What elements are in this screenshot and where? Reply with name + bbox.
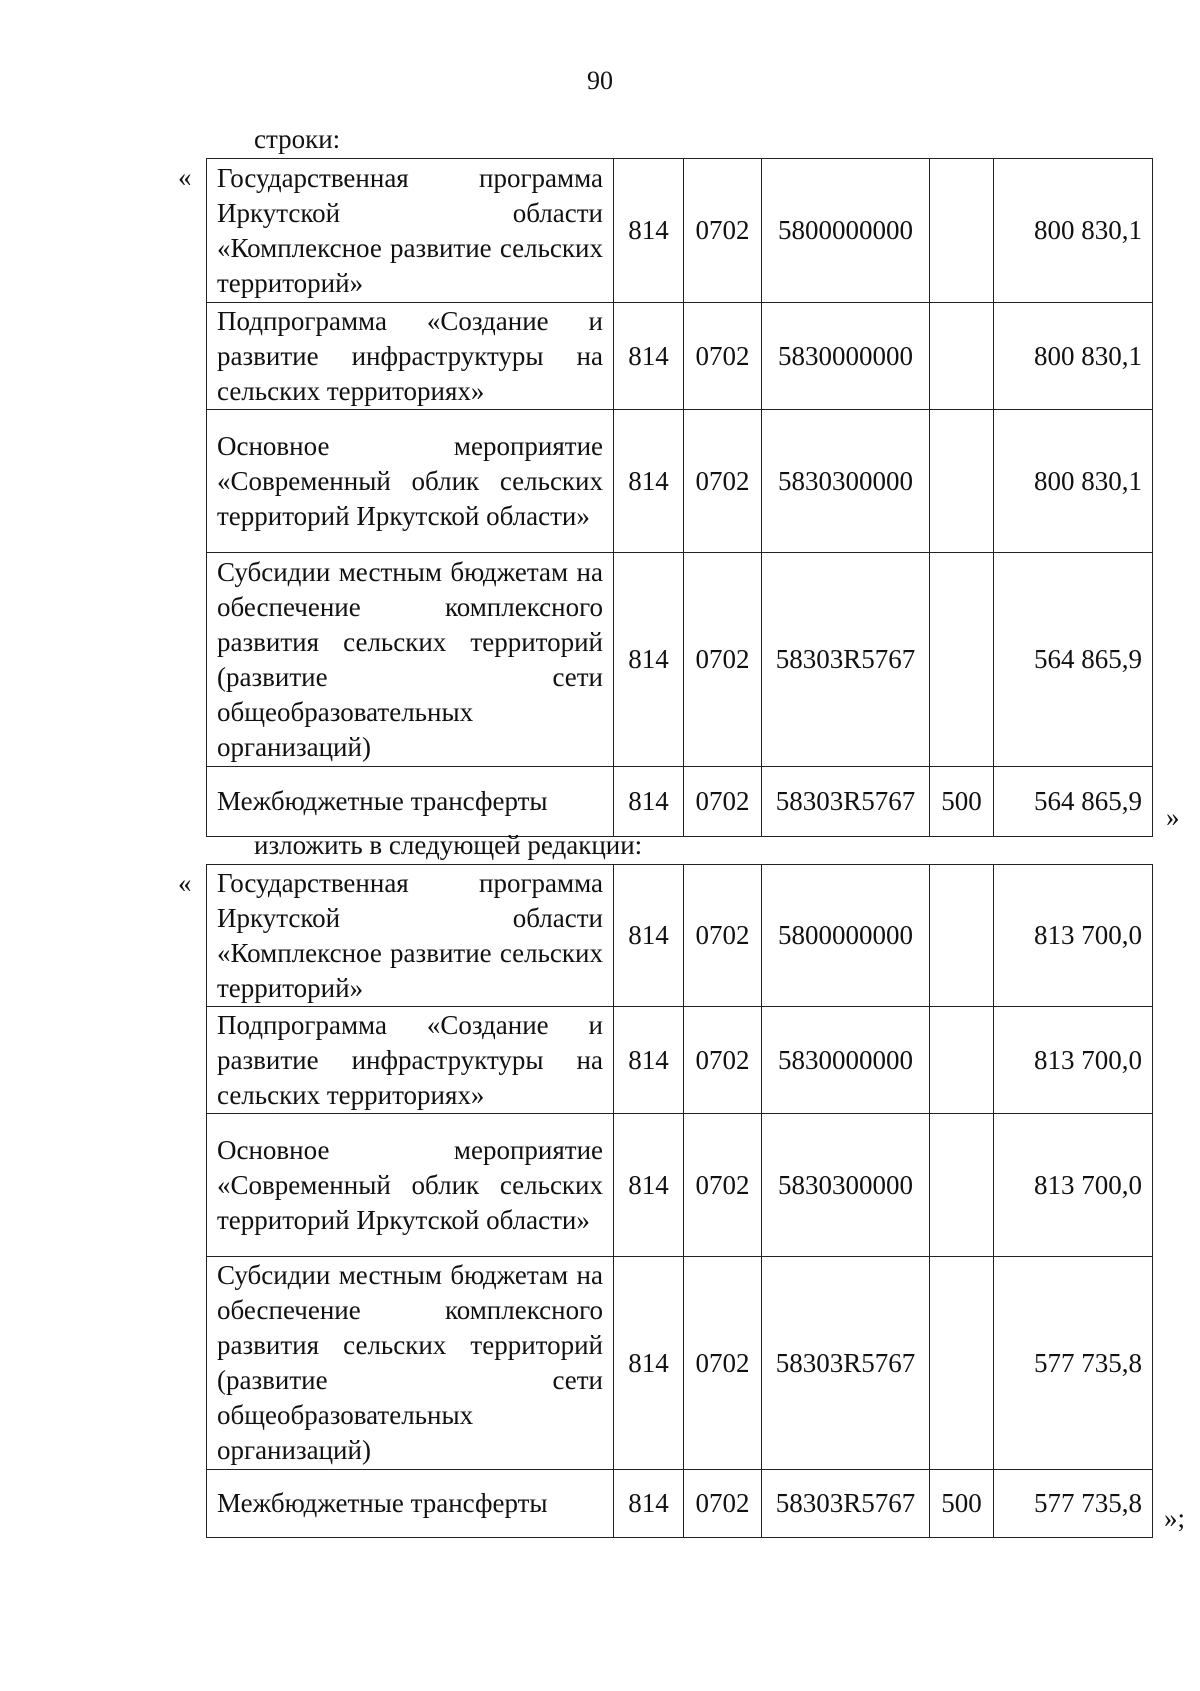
target-code: 5830300000 [762, 1114, 930, 1257]
table-row [207, 303, 1153, 410]
amount: 813 700,0 [994, 865, 1153, 1007]
table-row [207, 159, 1153, 303]
expense-type-code [930, 865, 994, 1007]
amount: 564 865,9 [994, 553, 1153, 767]
ministry-code: 814 [614, 865, 684, 1007]
expense-type-code [930, 303, 994, 410]
page-number: 90 [587, 66, 613, 95]
close-quote-final: »; [1164, 1503, 1186, 1533]
ministry-code: 814 [614, 303, 684, 410]
section-code: 0702 [684, 1114, 762, 1257]
amount: 564 865,9 [994, 767, 1153, 837]
section-code: 0702 [684, 410, 762, 553]
table-row [207, 410, 1153, 553]
target-code: 58303R5767 [762, 767, 930, 837]
target-code: 58303R5767 [762, 1257, 930, 1470]
table-row [207, 553, 1153, 767]
row-name: Межбюджетные трансферты [207, 1470, 614, 1538]
section-code: 0702 [684, 1257, 762, 1470]
row-name: Государственная программа Иркутской области «Комплексное развитие сельских территорий» [207, 865, 614, 1007]
ministry-code: 814 [614, 1257, 684, 1470]
section-code: 0702 [684, 1470, 762, 1538]
amount: 800 830,1 [994, 159, 1153, 303]
amount: 800 830,1 [994, 410, 1153, 553]
table-row [207, 1470, 1153, 1538]
expense-type-code: 500 [930, 767, 994, 837]
target-code: 5830000000 [762, 1007, 930, 1114]
target-code: 58303R5767 [762, 1470, 930, 1538]
ministry-code: 814 [614, 553, 684, 767]
table-row [207, 1007, 1153, 1114]
ministry-code: 814 [614, 1007, 684, 1114]
expense-type-code [930, 410, 994, 553]
table-row [207, 1257, 1153, 1470]
row-name: Субсидии местным бюджетам на обеспечение комплексного развития сельских территорий (развитие сети общеобразовательных организаций) [207, 553, 614, 767]
table-row [207, 767, 1153, 837]
ministry-code: 814 [614, 1114, 684, 1257]
target-code: 5800000000 [762, 159, 930, 303]
table-row [207, 1114, 1153, 1257]
old-budget-table [206, 158, 1153, 837]
section-code: 0702 [684, 865, 762, 1007]
section-code: 0702 [684, 767, 762, 837]
expense-type-code [930, 1007, 994, 1114]
expense-type-code [930, 1114, 994, 1257]
target-code: 5800000000 [762, 865, 930, 1007]
open-quote: « [178, 868, 192, 898]
close-quote: » [1166, 802, 1180, 832]
ministry-code: 814 [614, 410, 684, 553]
open-quote: « [178, 162, 192, 192]
target-code: 5830000000 [762, 303, 930, 410]
row-name: Основное мероприятие «Современный облик сельских территорий Иркутской области» [207, 410, 614, 553]
new-rows-heading: изложить в следующей редакции: [254, 830, 643, 860]
row-name: Государственная программа Иркутской области «Комплексное развитие сельских территорий» [207, 159, 614, 303]
section-code: 0702 [684, 303, 762, 410]
amount: 813 700,0 [994, 1007, 1153, 1114]
row-name: Подпрограмма «Создание и развитие инфраструктуры на сельских территориях» [207, 1007, 614, 1114]
amount: 800 830,1 [994, 303, 1153, 410]
amount: 577 735,8 [994, 1470, 1153, 1538]
row-name: Основное мероприятие «Современный облик сельских территорий Иркутской области» [207, 1114, 614, 1257]
ministry-code: 814 [614, 159, 684, 303]
ministry-code: 814 [614, 767, 684, 837]
expense-type-code [930, 1257, 994, 1470]
new-budget-table [206, 864, 1153, 1538]
target-code: 58303R5767 [762, 553, 930, 767]
ministry-code: 814 [614, 1470, 684, 1538]
amount: 577 735,8 [994, 1257, 1153, 1470]
section-code: 0702 [684, 1007, 762, 1114]
target-code: 5830300000 [762, 410, 930, 553]
row-name: Субсидии местным бюджетам на обеспечение комплексного развития сельских территорий (развитие сети общеобразовательных организаций) [207, 1257, 614, 1470]
row-name: Межбюджетные трансферты [207, 767, 614, 837]
section-code: 0702 [684, 553, 762, 767]
expense-type-code [930, 159, 994, 303]
table-row [207, 865, 1153, 1007]
row-name: Подпрограмма «Создание и развитие инфраструктуры на сельских территориях» [207, 303, 614, 410]
expense-type-code: 500 [930, 1470, 994, 1538]
section-code: 0702 [684, 159, 762, 303]
old-rows-heading: строки: [254, 124, 341, 154]
amount: 813 700,0 [994, 1114, 1153, 1257]
expense-type-code [930, 553, 994, 767]
